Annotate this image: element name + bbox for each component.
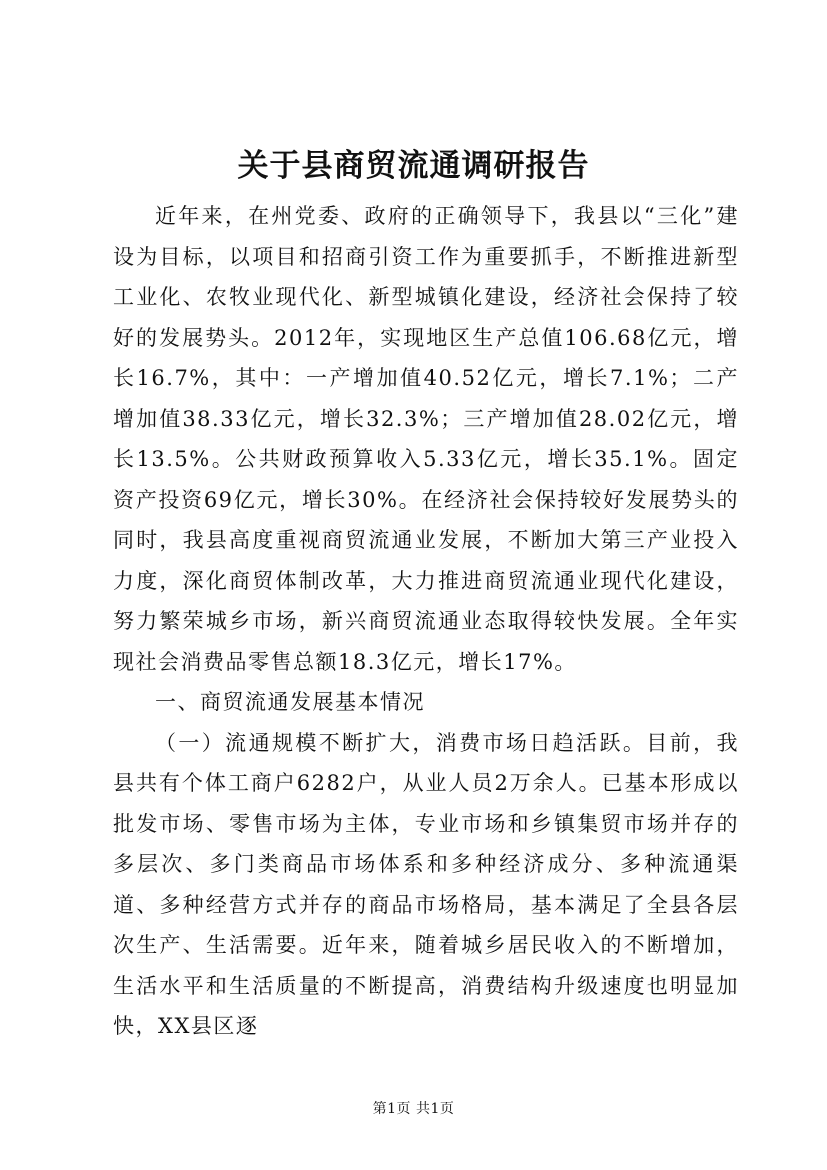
page-footer: 第1页 共1页 (372, 1101, 455, 1117)
section-paragraph: （一）流通规模不断扩大，消费市场日趋活跃。目前，我县共有个体工商户6282户，从业人员2万余人。已基本形成以批发市场、零售市场为主体，专业市场和乡镇集贸市场并存的多层次、多门类商品市场体系和多种经济成分、多种流通渠道、多种经营方式并存的商品市场格局，基本满足了全县各层次生产、生活需要。近年来，随着城乡居民收入的不断增加，生活水平和生活质量的不断提高，消费结构升级速度也明显加快，XX县区逐 (113, 730, 739, 1038)
document-body (113, 196, 739, 1047)
intro-paragraph: 近年来，在州党委、政府的正确领导下，我县以“三化”建设为目标，以项目和招商引资工作为重要抓手，不断推进新型工业化、农牧业现代化、新型城镇化建设，经济社会保持了较好的发展势头。2012年，实现地区生产总值106.68亿元，增长16.7%，其中：一产增加值40.52亿元，增长7.1%；二产增加值38.33亿元，增长32.3%；三产增加值28.02亿元，增长13.5%。公共财政预算收入5.33亿元，增长35.1%。固定资产投资69亿元，增长30%。在经济社会保持较好发展势头的同时，我县高度重视商贸流通业发展，不断加大第三产业投入力度，深化商贸体制改革，大力推进商贸流通业现代化建设，努力繁荣城乡市场，新兴商贸流通业态取得较快发展。全年实现社会消费品零售总额18.3亿元，增长17%。 (113, 204, 739, 674)
page-title: 关于县商贸流通调研报告 (237, 148, 590, 184)
section-heading: 一、商贸流通发展基本情况 (155, 690, 425, 714)
